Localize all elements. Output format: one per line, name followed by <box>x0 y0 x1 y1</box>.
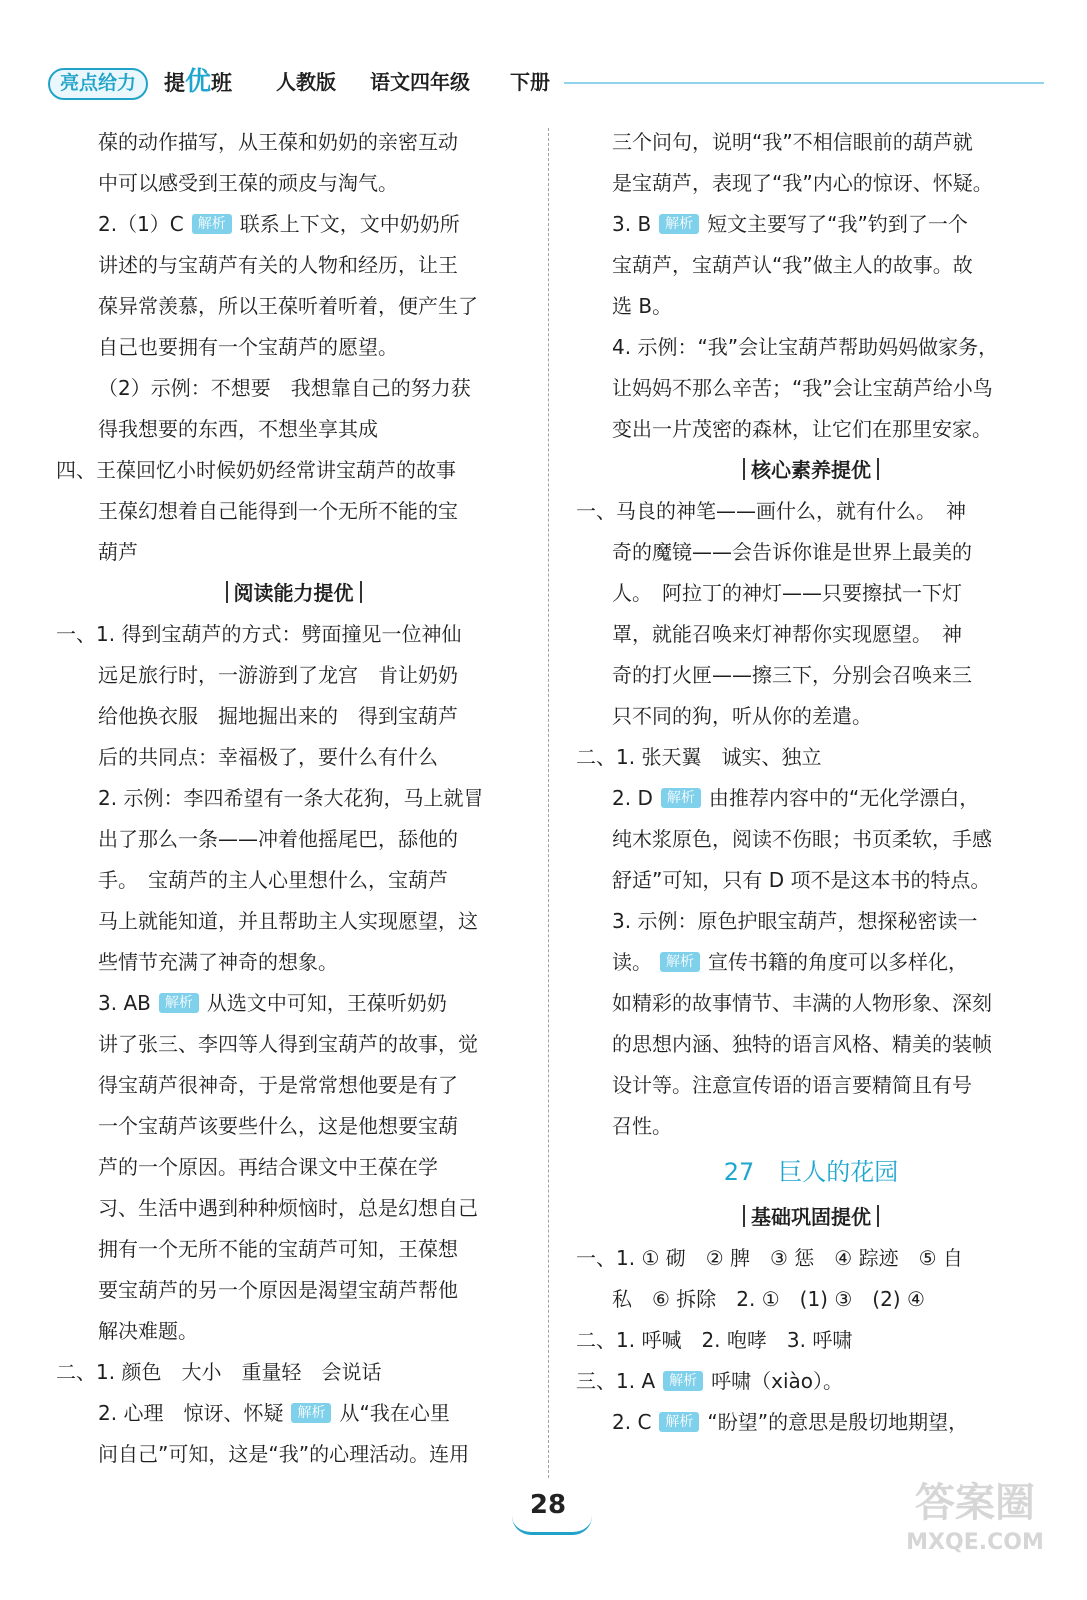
answer-line <box>56 983 531 1024</box>
answer-text: 2. D <box>612 786 653 810</box>
answer-line <box>576 1361 1046 1402</box>
text-line: 设计等。注意宣传语的语言要精简且有号 <box>612 1073 972 1097</box>
analysis-tag: 解析 <box>291 1403 331 1423</box>
text-line: 二、1. 颜色 大小 重量轻 会说话 <box>56 1360 382 1384</box>
text-line: 如精彩的故事情节、丰满的人物形象、深刻 <box>612 991 992 1015</box>
left-column <box>56 122 531 1475</box>
text-line: 一、1. ① 砌 ② 脾 ③ 惩 ④ 踪迹 ⑤ 自 <box>576 1246 963 1270</box>
text-line: 葫芦 <box>98 540 138 564</box>
text-line: 纯木浆原色，阅读不伤眼；书页柔软，手感 <box>612 827 992 851</box>
analysis-text: 联系上下文，文中奶奶所 <box>239 212 460 236</box>
answer-text: 2.（1）C <box>98 212 184 236</box>
answer-text: 2. 心理 惊讶、怀疑 <box>98 1401 284 1425</box>
answer-text: 读。 <box>612 950 652 974</box>
text-line: 出了那么一条——冲着他摇尾巴，舔他的 <box>98 827 458 851</box>
text-line: 王葆幻想着自己能得到一个无所不能的宝 <box>98 499 458 523</box>
analysis-text: 从选文中可知，王葆听奶奶 <box>206 991 447 1015</box>
text-line: 一、马良的神笔——画什么，就有什么。 神 <box>576 499 966 523</box>
analysis-text: 宣传书籍的角度可以多样化， <box>708 950 968 974</box>
text-line: 中可以感受到王葆的顽皮与淘气。 <box>98 171 398 195</box>
answer-line <box>576 942 1046 983</box>
text-line: 的思想内涵、独特的语言风格、精美的装帧 <box>612 1032 992 1056</box>
analysis-tag: 解析 <box>660 952 700 972</box>
text-line: 问自己”可知，这是“我”的心理活动。连用 <box>98 1442 470 1466</box>
text-line: 芦的一个原因。再结合课文中王葆在学 <box>98 1155 438 1179</box>
text-line: 远足旅行时，一游游到了龙宫 肯让奶奶 <box>98 663 458 687</box>
text-line: 自己也要拥有一个宝葫芦的愿望。 <box>98 335 398 359</box>
watermark <box>880 1478 1070 1578</box>
text-line: 习、生活中遇到种种烦恼时，总是幻想自己 <box>98 1196 478 1220</box>
text-line: 四、王葆回忆小时候奶奶经常讲宝葫芦的故事 <box>56 458 456 482</box>
text-line: 葆异常羡慕，所以王葆听着听着，便产生了 <box>98 294 478 318</box>
analysis-text: 短文主要写了“我”钓到了一个 <box>707 212 968 236</box>
section-title: 阅读能力提优 <box>233 581 354 605</box>
watermark-main: 答案圈 <box>915 1480 1035 1526</box>
analysis-text: 呼啸（xiào）。 <box>711 1369 844 1393</box>
answer-text: 3. AB <box>98 991 151 1015</box>
text-line: 得宝葫芦很神奇，于是常常想他要是有了 <box>98 1073 458 1097</box>
answer-line <box>576 778 1046 819</box>
text-line: 人。 阿拉丁的神灯——只要擦拭一下灯 <box>612 581 962 605</box>
section-bar <box>226 581 228 603</box>
text-line: 召性。 <box>612 1114 672 1138</box>
analysis-tag: 解析 <box>659 214 699 234</box>
brand-name-highlight: 优 <box>185 67 212 97</box>
text-line: 私 ⑥ 拆除 2. ① (1) ③ (2) ④ <box>612 1287 925 1311</box>
answer-line <box>56 204 531 245</box>
text-line: 要宝葫芦的另一个原因是渴望宝葫芦帮他 <box>98 1278 458 1302</box>
analysis-text: 从“我在心里 <box>339 1401 450 1425</box>
text-line: 一、1. 得到宝葫芦的方式：劈面撞见一位神仙 <box>56 622 462 646</box>
text-line: 4. 示例：“我”会让宝葫芦帮助妈妈做家务， <box>612 335 999 359</box>
text-line: 马上就能知道，并且帮助主人实现愿望，这 <box>98 909 478 933</box>
answer-text: 2. C <box>612 1410 652 1434</box>
text-line: 舒适”可知，只有 D 项不是这本书的特点。 <box>612 868 991 892</box>
page-number-arc <box>512 1516 592 1535</box>
analysis-tag: 解析 <box>159 993 199 1013</box>
text-line: 二、1. 张天翼 诚实、独立 <box>576 745 822 769</box>
brand-name-post: 班 <box>211 71 233 95</box>
analysis-tag: 解析 <box>663 1371 703 1391</box>
text-line: 让妈妈不那么辛苦；“我”会让宝葫芦给小鸟 <box>612 376 993 400</box>
text-line: 讲述的与宝葫芦有关的人物和经历，让王 <box>98 253 458 277</box>
text-line: 2. 示例：李四希望有一条大花狗，马上就冒 <box>98 786 484 810</box>
text-line: 宝葫芦，宝葫芦认“我”做主人的故事。故 <box>612 253 973 277</box>
text-line: 奇的魔镜——会告诉你谁是世界上最美的 <box>612 540 972 564</box>
answer-text: 三、1. A <box>576 1369 656 1393</box>
text-line: 讲了张三、李四等人得到宝葫芦的故事，觉 <box>98 1032 478 1056</box>
lesson-heading <box>576 1147 1046 1197</box>
text-line: 给他换衣服 掘地掘出来的 得到宝葫芦 <box>98 704 458 728</box>
text-line: 葆的动作描写，从王葆和奶奶的亲密互动 <box>98 130 458 154</box>
text-line: 变出一片茂密的森林，让它们在那里安家。 <box>612 417 992 441</box>
analysis-tag: 解析 <box>192 214 232 234</box>
section-title: 基础巩固提优 <box>751 1205 871 1229</box>
column-divider <box>548 128 549 1478</box>
watermark-sub: MXQE.COM <box>906 1530 1044 1555</box>
header-rule <box>564 82 1044 84</box>
analysis-tag: 解析 <box>659 1412 699 1432</box>
text-line: 罩，就能召唤来灯神帮你实现愿望。 神 <box>612 622 962 646</box>
text-line: 解决难题。 <box>98 1319 198 1343</box>
subject-label: 语文四年级 <box>370 70 470 94</box>
answer-line <box>576 1402 1046 1443</box>
section-title: 核心素养提优 <box>751 458 871 482</box>
text-line: 奇的打火匣——擦三下，分别会召唤来三 <box>612 663 972 687</box>
volume-label: 下册 <box>510 70 550 94</box>
text-line: 只不同的狗，听从你的差遣。 <box>612 704 872 728</box>
text-line: 后的共同点：幸福极了，要什么有什么 <box>98 745 438 769</box>
page-number: 28 <box>529 1490 567 1520</box>
brand-name-pre: 提 <box>164 71 185 95</box>
text-line: 二、1. 呼喊 2. 咆哮 3. 呼啸 <box>576 1328 853 1352</box>
lesson-number: 27 <box>723 1158 755 1186</box>
section-bar <box>360 581 362 603</box>
section-bar <box>743 1205 745 1227</box>
brand-name <box>164 68 232 97</box>
text-line: 拥有一个无所不能的宝葫芦可知，王葆想 <box>98 1237 458 1261</box>
section-heading <box>576 1197 1046 1238</box>
text-line: 手。 宝葫芦的主人心里想什么，宝葫芦 <box>98 868 448 892</box>
analysis-tag: 解析 <box>661 788 701 808</box>
text-line: 三个问句，说明“我”不相信眼前的葫芦就 <box>612 130 973 154</box>
text-line: 选 B。 <box>612 294 673 318</box>
text-line: 得我想要的东西，不想坐享其成 <box>98 417 378 441</box>
section-heading <box>56 573 531 614</box>
text-line: 些情节充满了神奇的想象。 <box>98 950 338 974</box>
text-line: （2）示例：不想要 我想靠自己的努力获 <box>98 376 471 400</box>
lesson-title: 巨人的花园 <box>778 1158 899 1186</box>
edition-label: 人教版 <box>276 70 336 94</box>
right-column <box>576 122 1046 1443</box>
analysis-text: 由推荐内容中的“无化学漂白， <box>708 786 980 810</box>
text-line: 一个宝葫芦该要些什么，这是他想要宝葫 <box>98 1114 458 1138</box>
section-bar <box>877 458 879 480</box>
page-header <box>44 62 1044 102</box>
text-line: 3. 示例：原色护眼宝葫芦，想探秘密读一 <box>612 909 978 933</box>
answer-line <box>576 204 1046 245</box>
answer-line <box>56 1393 531 1434</box>
text-line: 是宝葫芦，表现了“我”内心的惊讶、怀疑。 <box>612 171 993 195</box>
section-heading <box>576 450 1046 491</box>
brand-badge: 亮点给力 <box>48 68 148 100</box>
section-bar <box>877 1205 879 1227</box>
analysis-text: “盼望”的意思是殷切地期望， <box>707 1410 969 1434</box>
section-bar <box>743 458 745 480</box>
answer-text: 3. B <box>612 212 652 236</box>
